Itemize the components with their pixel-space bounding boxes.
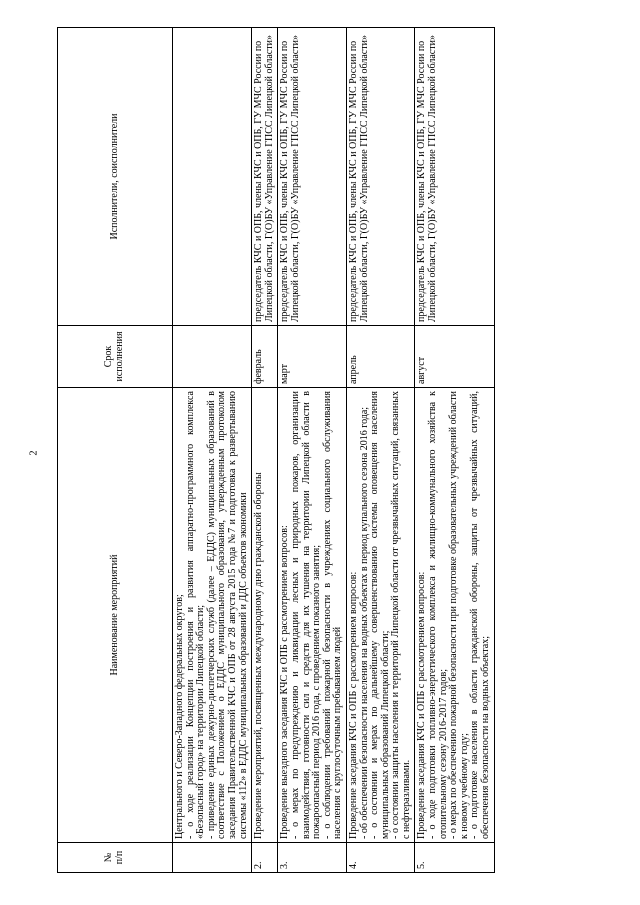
row-term: февраль bbox=[252, 326, 278, 388]
row-num: 2. bbox=[252, 843, 278, 873]
header-num: № п/п bbox=[58, 843, 173, 873]
row-text: Центрального и Северо-Западного федеральных округов; - о ходе реализации Концепции построения и развития аппаратно-программного комплекса «Безопасный город» на территории Липецкой области; - приведение единых дежурно-диспетчерских служб (далее – ЕДДС) муниципальных образований в соответствие с Положением о ЕДДС муниципального образования, утвержденным протоколом заседания Правительственной КЧС и ОПБ от 28 августа 2015 года №7 и подготовка к развертыванию системы «112» в ЕДДС муниципальных образований и ДДС объектов экономики bbox=[173, 388, 252, 843]
row-text: Проведение выездного заседания КЧС и ОПБ с рассмотрением вопросов: - о мерах по предупреждению и ликвидации лесных и природных пожаров, организации взаимодействия, готовности сил и средств для их тушения на территории Липецкой области в пожароопасный период 2016 года, с проведением показного занятия; - о соблюдении требований пожарной безопасности в учреждениях социального обслуживания населения с круглосуточным пребыванием людей bbox=[278, 388, 347, 843]
row-executors: председатель КЧС и ОПБ, члены КЧС и ОПБ, ГУ МЧС России по Липецкой области, Г(О)БУ «Управление ГПСС Липецкой области» bbox=[346, 28, 415, 326]
table-row bbox=[415, 28, 494, 873]
row-executors: председатель КЧС и ОПБ, члены КЧС и ОПБ, ГУ МЧС России по Липецкой области, Г(О)БУ «Управление ГПСС Липецкой области» bbox=[278, 28, 347, 326]
row-executors: председатель КЧС и ОПБ, члены КЧС и ОПБ, ГУ МЧС России по Липецкой области, Г(О)БУ «Управление ГПСС Липецкой области» bbox=[252, 28, 278, 326]
table-row bbox=[252, 28, 278, 873]
row-num bbox=[173, 843, 252, 873]
rotated-sheet bbox=[57, 28, 617, 873]
row-text: Проведение мероприятий, посвященных международному дню гражданской обороны bbox=[252, 388, 278, 843]
row-term bbox=[173, 326, 252, 388]
row-num: 4. bbox=[346, 843, 415, 873]
row-num: 3. bbox=[278, 843, 347, 873]
row-term: апрель bbox=[346, 326, 415, 388]
row-num: 5. bbox=[415, 843, 494, 873]
header-name: Наименование мероприятий bbox=[58, 388, 173, 843]
page-number: 2 bbox=[28, 450, 40, 456]
row-executors bbox=[173, 28, 252, 326]
row-executors: председатель КЧС и ОПБ, члены КЧС и ОПБ, ГУ МЧС России по Липецкой области, Г(О)БУ «Управление ГПСС Липецкой области» bbox=[415, 28, 494, 326]
row-text: Проведение заседания КЧС и ОПБ с рассмотрением вопросов: - о ходе подготовки топливно-энергетического комплекса и жилищно-коммунального хозяйства к отопительному сезону 2016-2017 годов; - о мерах по обеспечению пожарной безопасности при подготовке образовательных учреждений области к новому учебному году; - о подготовке населения в области гражданской обороны, защиты от чрезвычайных ситуаций, обеспечения безопасности на водных объектах; bbox=[415, 388, 494, 843]
header-executors: Исполнители, соисполнители bbox=[58, 28, 173, 326]
row-text: Проведение заседания КЧС и ОПБ с рассмотрением вопросов: - об обеспечении безопасности населения на водных объектах в период купального сезона 2016 года; - о состоянии и мерах по дальнейшему совершенствованию системы оповещения населения муниципальных образований Липецкой области; - о состоянии защиты населения и территорий Липецкой области от чрезвычайных ситуаций, связанных с нефтеразливами. bbox=[346, 388, 415, 843]
table-row bbox=[346, 28, 415, 873]
table-header-row bbox=[58, 28, 173, 873]
row-term: август bbox=[415, 326, 494, 388]
row-term: март bbox=[278, 326, 347, 388]
events-table bbox=[57, 27, 495, 873]
header-term: Срок исполнения bbox=[58, 326, 173, 388]
table-row bbox=[173, 28, 252, 873]
table-row bbox=[278, 28, 347, 873]
